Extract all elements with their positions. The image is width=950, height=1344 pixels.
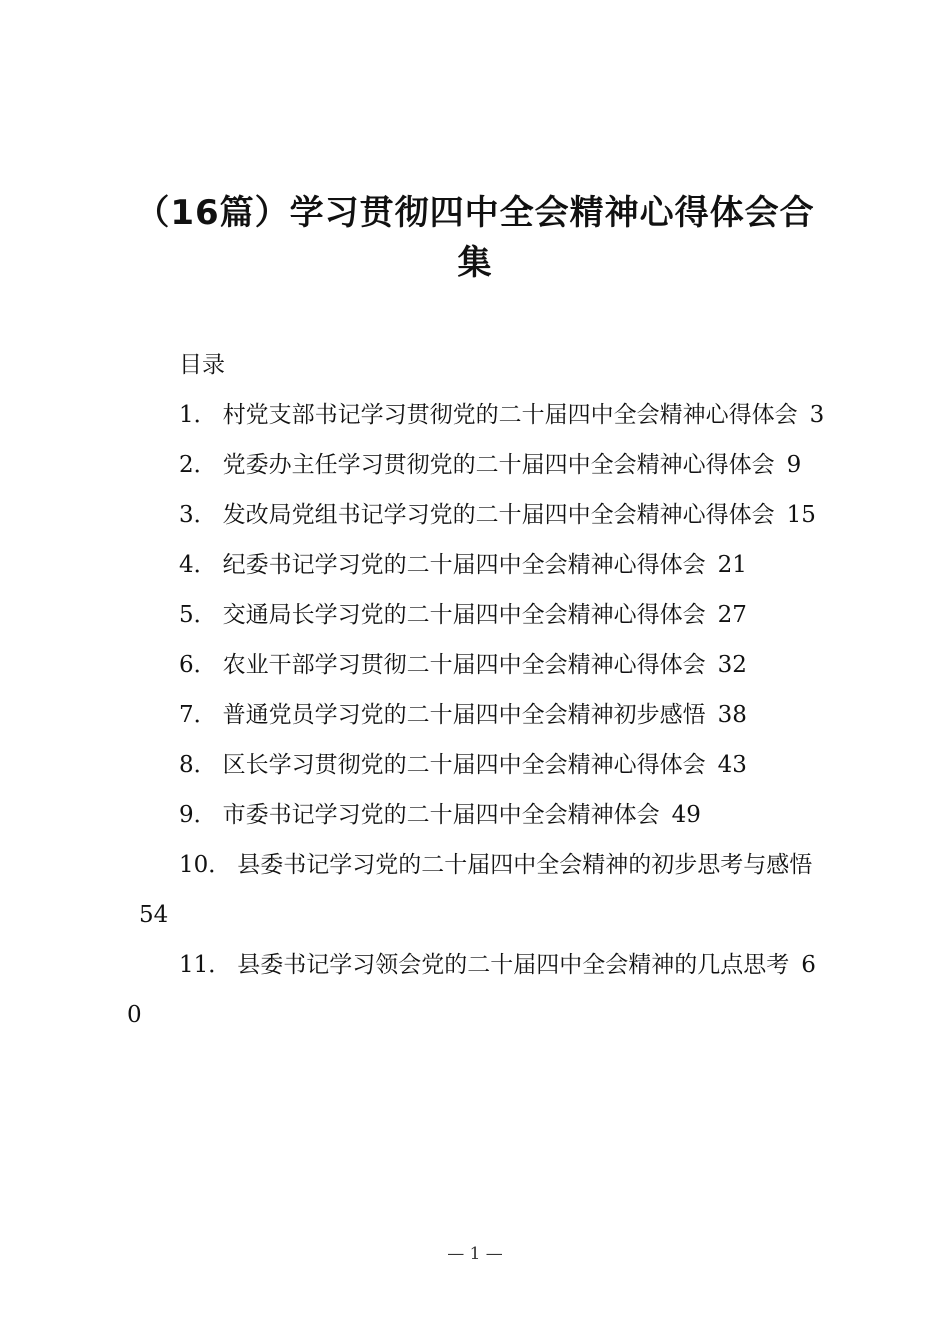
toc-item-page: 9 — [786, 452, 802, 478]
toc-item-page: 15 — [786, 502, 816, 528]
toc-item-number: 5． — [179, 602, 217, 628]
document-title: （16篇）学习贯彻四中全会精神心得体会合集 — [135, 193, 815, 283]
toc-item-title: 农业干部学习贯彻二十届四中全会精神心得体会 — [222, 652, 706, 678]
toc-item-title: 村党支部书记学习贯彻党的二十届四中全会精神心得体会 — [222, 402, 798, 428]
toc-item-title: 区长学习贯彻党的二十届四中全会精神心得体会 — [222, 752, 706, 778]
toc-item — [127, 840, 827, 940]
page-number: — 1 — — [447, 1244, 503, 1264]
toc-item — [127, 440, 827, 490]
toc-item-number: 11． — [179, 952, 232, 978]
toc-item-title: 市委书记学习党的二十届四中全会精神体会 — [222, 802, 660, 828]
toc-item — [127, 940, 827, 1040]
toc-item-page: 54 — [139, 902, 169, 928]
toc-item-title: 县委书记学习领会党的二十届四中全会精神的几点思考 — [237, 952, 790, 978]
toc-item-number: 6． — [179, 652, 217, 678]
toc-item-number: 10． — [179, 852, 232, 878]
toc-item-page: 49 — [671, 802, 701, 828]
toc-item-page: 38 — [717, 702, 747, 728]
toc-item-title: 党委办主任学习贯彻党的二十届四中全会精神心得体会 — [222, 452, 775, 478]
toc-item-title: 发改局党组书记学习党的二十届四中全会精神心得体会 — [222, 502, 775, 528]
toc-item — [127, 690, 827, 740]
toc-item — [127, 740, 827, 790]
toc-item — [127, 490, 827, 540]
table-of-contents — [127, 340, 827, 1040]
toc-item-page: 43 — [717, 752, 747, 778]
toc-item-page: 3 — [809, 402, 825, 428]
toc-heading: 目录 — [179, 352, 225, 378]
toc-item-page: 60 — [127, 952, 816, 1028]
toc-item-title: 县委书记学习党的二十届四中全会精神的初步思考与感悟 — [237, 852, 813, 878]
toc-item-title: 普通党员学习党的二十届四中全会精神初步感悟 — [222, 702, 706, 728]
toc-item-page: 21 — [717, 552, 747, 578]
toc-item — [127, 590, 827, 640]
toc-item — [127, 790, 827, 840]
toc-item-number: 9． — [179, 802, 217, 828]
toc-item-number: 1． — [179, 402, 217, 428]
toc-item-title: 交通局长学习党的二十届四中全会精神心得体会 — [222, 602, 706, 628]
toc-item-number: 8． — [179, 752, 217, 778]
toc-item-page: 32 — [717, 652, 747, 678]
toc-item-title: 纪委书记学习党的二十届四中全会精神心得体会 — [222, 552, 706, 578]
toc-item-number: 2． — [179, 452, 217, 478]
toc-item-number: 3． — [179, 502, 217, 528]
toc-item-number: 7． — [179, 702, 217, 728]
toc-item-number: 4． — [179, 552, 217, 578]
toc-item — [127, 390, 827, 440]
toc-item — [127, 640, 827, 690]
toc-item — [127, 540, 827, 590]
toc-item-page: 27 — [717, 602, 747, 628]
